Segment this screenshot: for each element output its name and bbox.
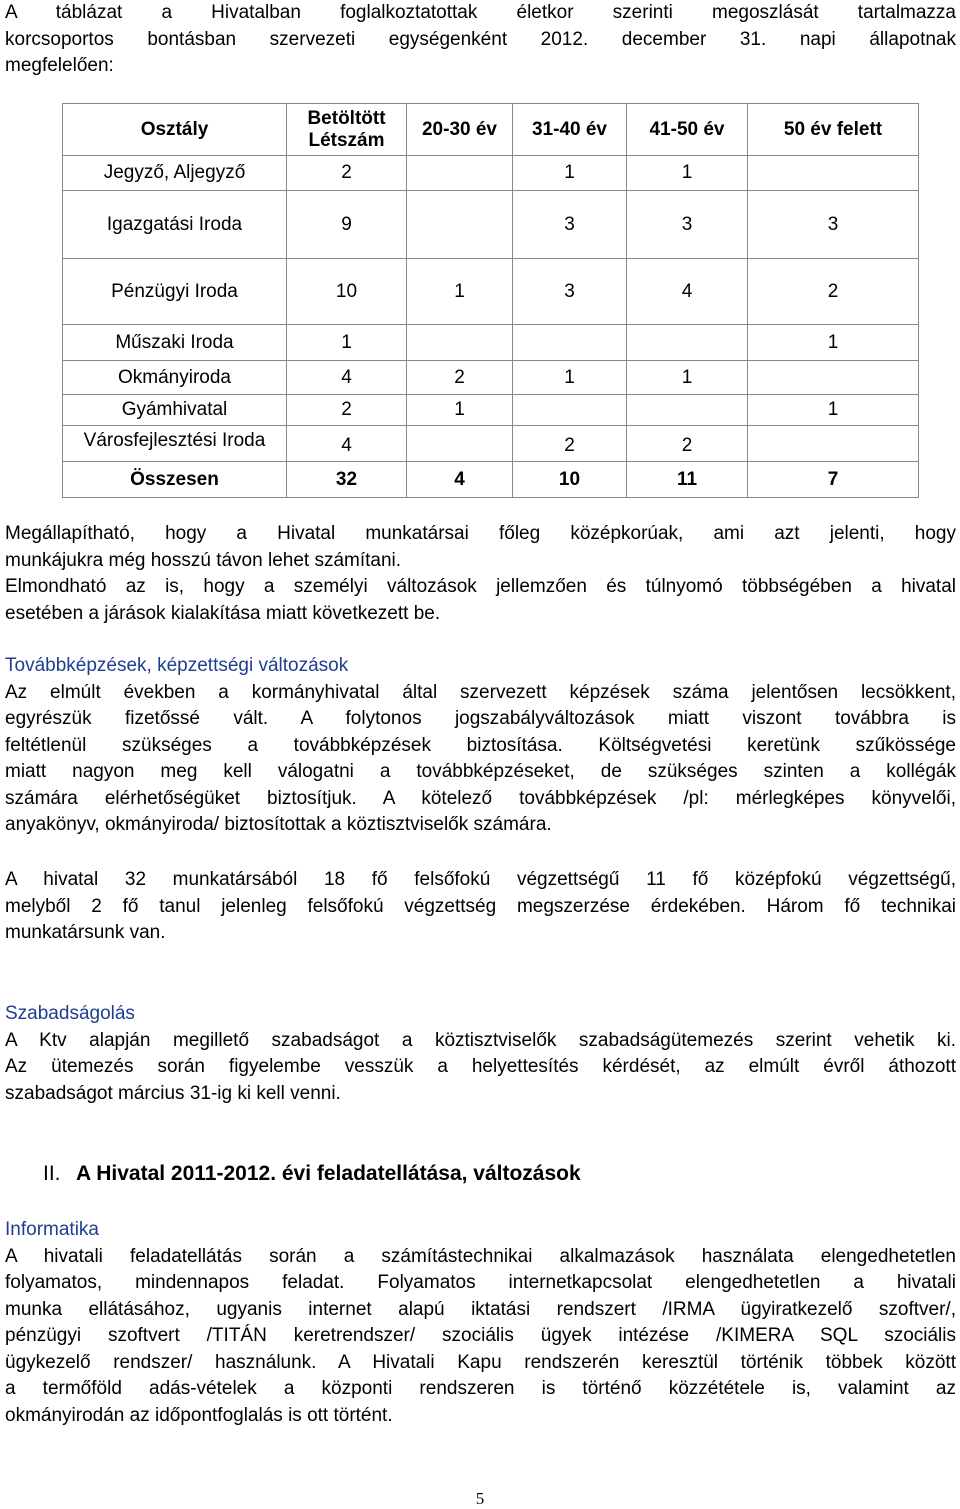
table-row bbox=[63, 325, 919, 361]
text-line: A hivatal 32 munkatársából 18 fő felsőfokú végzettségű 11 fő középfokú végzettségű, bbox=[5, 869, 956, 890]
cell-over-50: 7 bbox=[748, 462, 919, 498]
text-line: Megállapítható, hogy a Hivatal munkatársai főleg középkorúak, ami azt jelenti, hogy bbox=[5, 523, 956, 544]
header-department: Osztály bbox=[63, 104, 287, 156]
findings-paragraph bbox=[5, 521, 956, 627]
cell-41-50: 4 bbox=[627, 259, 748, 325]
header-headcount-line1: Betöltött bbox=[307, 107, 386, 129]
staff-paragraph bbox=[5, 867, 956, 947]
intro-line: korcsoportos bontásban szervezeti egységenként 2012. december 31. napi állapotnak bbox=[5, 28, 956, 50]
cell-20-30 bbox=[407, 325, 513, 361]
cell-31-40: 1 bbox=[513, 156, 627, 191]
cell-31-40: 3 bbox=[513, 191, 627, 259]
cell-20-30 bbox=[407, 156, 513, 191]
cell-total: 4 bbox=[287, 361, 407, 395]
text-line: A hivatali feladatellátás során a számítástechnikai alkalmazások használata elengedhetetlen bbox=[5, 1245, 956, 1267]
table-row bbox=[63, 361, 919, 395]
text-line: feltétlenül szükséges a továbbképzések biztosítása. Költségvetési keretünk szűkössége bbox=[5, 734, 956, 756]
table-row bbox=[63, 395, 919, 426]
training-heading: Továbbképzések, képzettségi változások bbox=[5, 655, 349, 676]
table-row bbox=[63, 191, 919, 259]
table-header-row bbox=[63, 104, 919, 156]
section-title: A Hivatal 2011-2012. évi feladatellátása, változások bbox=[76, 1162, 581, 1185]
header-age-20-30: 20-30 év bbox=[407, 104, 513, 156]
text-line: melyből 2 fő tanul jelenleg felsőfokú végzettség megszerzése érdekében. Három fő technikai bbox=[5, 895, 956, 917]
text-line: számára elérhetőségüket biztosítjuk. A kötelező továbbképzések /pl: mérlegképes könyvelői, bbox=[5, 787, 956, 809]
cell-total: 2 bbox=[287, 395, 407, 426]
table-row bbox=[63, 259, 919, 325]
cell-total: 32 bbox=[287, 462, 407, 498]
cell-name: Igazgatási Iroda bbox=[63, 191, 287, 259]
cell-name: Városfejlesztési Iroda bbox=[63, 426, 287, 462]
cell-over-50 bbox=[748, 361, 919, 395]
cell-41-50: 11 bbox=[627, 462, 748, 498]
cell-31-40: 3 bbox=[513, 259, 627, 325]
text-line: miatt nagyon meg kell válogatni a továbbképzéseket, de szükséges szinten a kollégák bbox=[5, 761, 956, 782]
text-line: egyrészük fizetőssé vált. A folytonos jogszabályváltozások miatt viszont továbbra is bbox=[5, 708, 956, 729]
training-section bbox=[5, 653, 956, 839]
cell-41-50 bbox=[627, 395, 748, 426]
cell-31-40 bbox=[513, 325, 627, 361]
intro-paragraph bbox=[5, 0, 956, 80]
cell-total: 10 bbox=[287, 259, 407, 325]
leave-section bbox=[5, 1001, 956, 1107]
page-number: 5 bbox=[475, 1489, 485, 1508]
cell-over-50: 1 bbox=[748, 325, 919, 361]
table-total-row bbox=[63, 462, 919, 498]
text-line: munkájukra még hosszú távon lehet számítani. bbox=[5, 549, 402, 571]
cell-41-50 bbox=[627, 325, 748, 361]
section-heading bbox=[43, 1162, 581, 1186]
cell-over-50: 1 bbox=[748, 395, 919, 426]
text-line: esetében a járások kialakítása miatt következett be. bbox=[5, 602, 441, 624]
text-line: munka ellátásához, ugyanis internet alapú iktatási rendszert /IRMA ügyiratkezelő szoftver/, bbox=[5, 1298, 956, 1320]
text-line: ügykezelő rendszer/ használunk. A Hivatali Kapu rendszerén keresztül történik többek között bbox=[5, 1351, 956, 1373]
header-headcount bbox=[287, 104, 407, 156]
cell-20-30 bbox=[407, 191, 513, 259]
cell-41-50: 2 bbox=[627, 426, 748, 462]
text-line: okmányirodán az időpontfoglalás is ott történt. bbox=[5, 1404, 393, 1426]
text-line: Elmondható az is, hogy a személyi változások jellemzően és túlnyomó többségében a hivatal bbox=[5, 576, 956, 597]
age-distribution-table bbox=[62, 103, 919, 498]
table-row bbox=[63, 156, 919, 191]
cell-20-30: 4 bbox=[407, 462, 513, 498]
cell-over-50: 3 bbox=[748, 191, 919, 259]
cell-name: Gyámhivatal bbox=[63, 395, 287, 426]
cell-total: 4 bbox=[287, 426, 407, 462]
cell-total: 9 bbox=[287, 191, 407, 259]
section-number: II. bbox=[43, 1162, 61, 1185]
cell-20-30: 2 bbox=[407, 361, 513, 395]
intro-line: A táblázat a Hivatalban foglalkoztatottak életkor szerinti megoszlását tartalmazza bbox=[5, 2, 956, 23]
text-line: munkatársunk van. bbox=[5, 922, 166, 943]
cell-41-50: 1 bbox=[627, 156, 748, 191]
cell-41-50: 3 bbox=[627, 191, 748, 259]
cell-20-30: 1 bbox=[407, 259, 513, 325]
cell-over-50: 2 bbox=[748, 259, 919, 325]
cell-31-40: 10 bbox=[513, 462, 627, 498]
text-line: pénzügyi szoftvert /TITÁN keretrendszer/ szociális ügyek intézése /KIMERA SQL szociális bbox=[5, 1325, 956, 1346]
table-row bbox=[63, 426, 919, 462]
intro-line: megfelelően: bbox=[5, 55, 114, 76]
header-age-over-50: 50 év felett bbox=[748, 104, 919, 156]
it-heading: Informatika bbox=[5, 1219, 99, 1240]
header-headcount-line2: Létszám bbox=[308, 129, 385, 151]
cell-name: Összesen bbox=[63, 462, 287, 498]
cell-name: Okmányiroda bbox=[63, 361, 287, 395]
text-line: anyakönyv, okmányiroda/ biztosítottak a köztisztviselők számára. bbox=[5, 814, 552, 835]
leave-heading: Szabadságolás bbox=[5, 1003, 135, 1024]
cell-over-50 bbox=[748, 156, 919, 191]
cell-name: Jegyző, Aljegyző bbox=[63, 156, 287, 191]
cell-20-30: 1 bbox=[407, 395, 513, 426]
cell-31-40: 2 bbox=[513, 426, 627, 462]
text-line: szabadságot március 31-ig ki kell venni. bbox=[5, 1082, 341, 1104]
cell-total: 2 bbox=[287, 156, 407, 191]
cell-over-50 bbox=[748, 426, 919, 462]
text-line: Az ütemezés során figyelembe vesszük a helyettesítés kérdését, az elmúlt évről áthozott bbox=[5, 1056, 956, 1077]
cell-name: Pénzügyi Iroda bbox=[63, 259, 287, 325]
cell-31-40: 1 bbox=[513, 361, 627, 395]
text-line: a termőföld adás-vételek a központi rendszeren is történő közzététele is, valamint az bbox=[5, 1378, 956, 1399]
cell-20-30 bbox=[407, 426, 513, 462]
cell-total: 1 bbox=[287, 325, 407, 361]
text-line: folyamatos, mindennapos feladat. Folyamatos internetkapcsolat elengedhetetlen a hivatali bbox=[5, 1272, 956, 1293]
cell-41-50: 1 bbox=[627, 361, 748, 395]
it-section bbox=[5, 1217, 956, 1429]
header-age-31-40: 31-40 év bbox=[513, 104, 627, 156]
text-line: Az elmúlt években a kormányhivatal által szervezett képzések száma jelentősen lecsökkent, bbox=[5, 681, 956, 703]
header-age-41-50: 41-50 év bbox=[627, 104, 748, 156]
cell-name: Műszaki Iroda bbox=[63, 325, 287, 361]
text-line: A Ktv alapján megillető szabadságot a köztisztviselők szabadságütemezés szerint vehetik ki. bbox=[5, 1029, 956, 1051]
cell-31-40 bbox=[513, 395, 627, 426]
